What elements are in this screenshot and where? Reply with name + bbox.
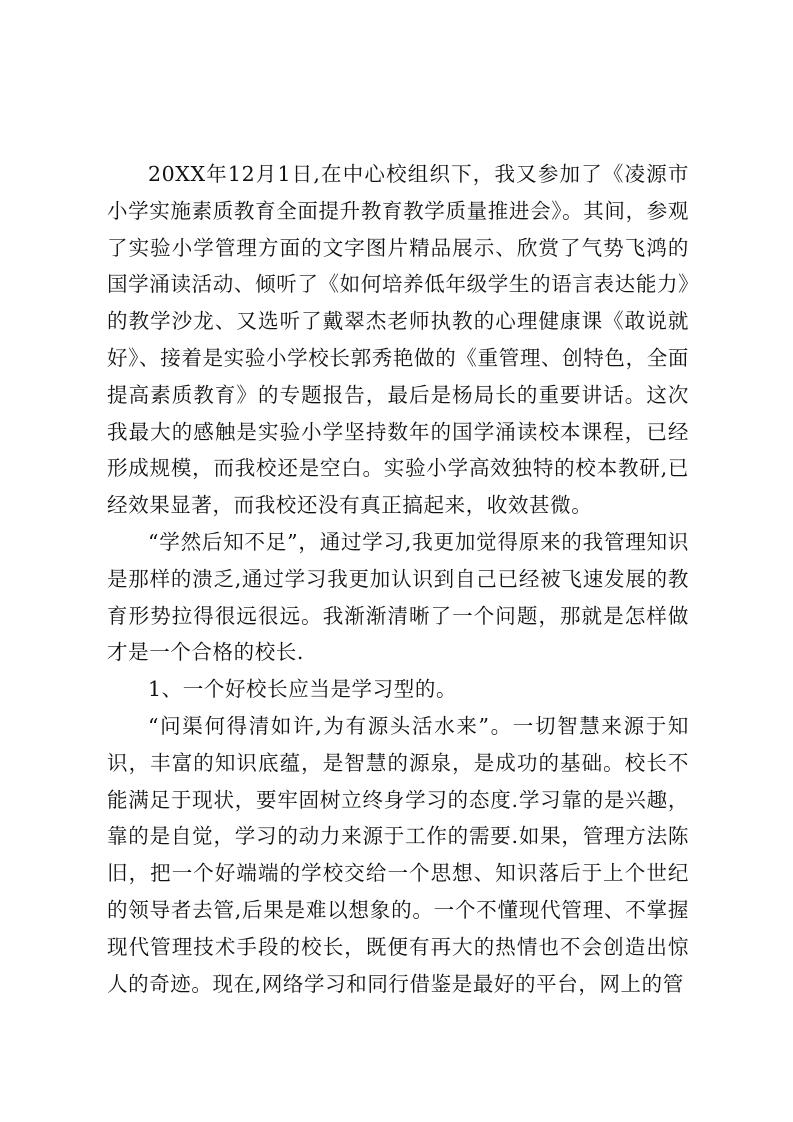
- section-heading-learning-principal: 1、一个好校长应当是学习型的。: [148, 677, 458, 702]
- paragraph-conference-report: 20XX年12月1日,在中心校组织下，我又参加了《凌源市小学实施素质教育全面提升教育教学质量推进会》。其间，参观了实验小学管理方面的文字图片精品展示、欣赏了气势飞鸿的国学涌读活动、倾听了《如何培养低年级学生的语言表达能力》的教学沙龙、又选听了戴翠杰老师执教的心理健康课《敢说就好》、接着是实验小学校长郭秀艳做的《重管理、创特色，全面提高素质教育》的专题报告，最后是杨局长的重要讲话。这次我最大的感触是实验小学坚持数年的国学涌读校本课程，已经形成规模，而我校还是空白。实验小学高效独特的校本教研,已经效果显著，而我校还没有真正搞起来，收效甚微。: [107, 162, 689, 518]
- paragraph-learning-reflection: “学然后知不足”，通过学习,我更加觉得原来的我管理知识是那样的溃乏,通过学习我更加认识到自己已经被飞速发展的教育形势拉得很远很远。我渐渐清晰了一个问题，那就是怎样做才是一个合格的校长.: [107, 529, 689, 665]
- document-page: [107, 156, 689, 1002]
- paragraph-lifelong-learning: “问渠何得清如许,为有源头活水来”。一切智慧来源于知识，丰富的知识底蕴，是智慧的源泉，是成功的基础。校长不能满足于现状，要牢固树立终身学习的态度.学习靠的是兴趣，靠的是自觉，学习的动力来源于工作的需要.如果，管理方法陈旧，把一个好端端的学校交给一个思想、知识落后于上个世纪的领导者去管,后果是难以想象的。一个不懂现代管理、不掌握现代管理技术手段的校长，既便有再大的热情也不会创造出惊人的奇迹。现在,网络学习和同行借鉴是最好的平台，网上的管: [107, 713, 689, 996]
